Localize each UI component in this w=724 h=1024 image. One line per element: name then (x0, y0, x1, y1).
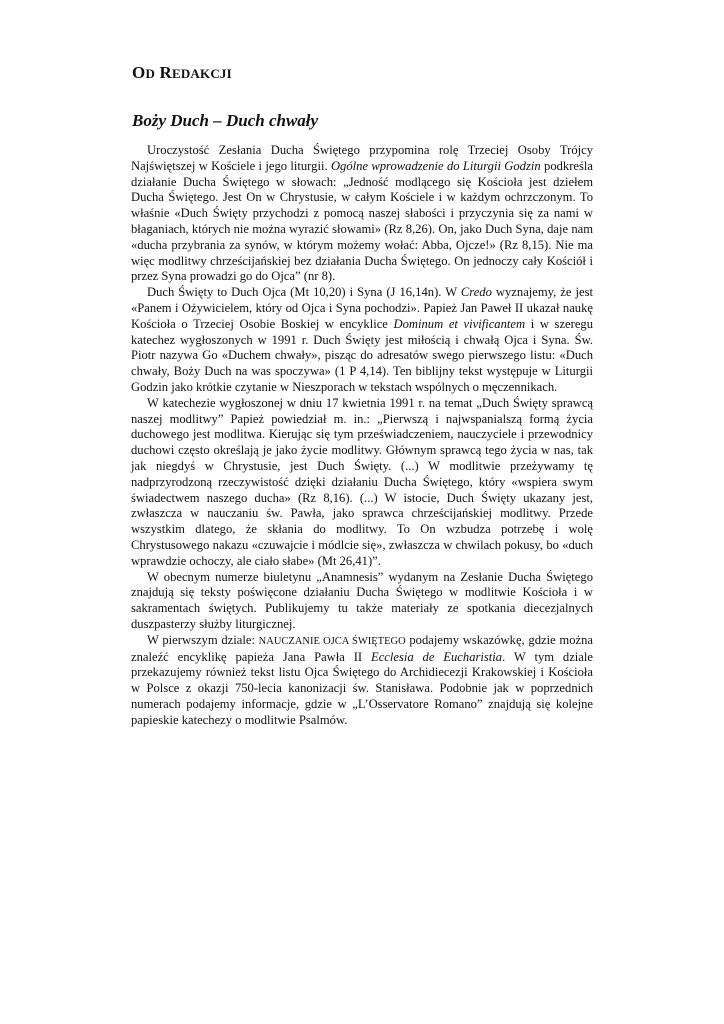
p5-text-c: . W tym dziale przekazujemy również tekst listu Ojca Świętego do Archidiecezji Krakowskiej i Kościoła w Polsce z okazji 750-lecia kanonizacji św. Stanisława. Podobnie jak w poprzednich numerach podajemy informacje, gdzie w „L’Osservatore Romano” znajdują się kolejne papieskie katechezy o modlitwie Psalmów. (131, 649, 593, 727)
p4-text-a: W obecnym numerze biuletynu „Anamnesis” wydanym na Zesłanie Ducha Świętego znajdują się teksty poświęcone działaniu Ducha Świętego w modlitwie Kościoła i w sakramentach świętych. Publikujemy tu także materiały ze spotkania diecezjalnych duszpasterzy służby liturgicznej. (131, 569, 593, 631)
article-title: Boży Duch – Duch chwały (132, 111, 319, 130)
p5-italic-encyclical: Ecclesia de Eucharistia (371, 649, 503, 664)
p1-text-a: Uroczystość Zesłania Ducha Świętego przypomina rolę Trzeciej Osoby Trójcy Najświętszej w Kościele i jego liturgii. (131, 143, 593, 173)
p5-text-a: W pierwszym dziale: (147, 632, 259, 647)
p5-text-b: podajemy wskazówkę, gdzie można znaleźć encyklikę papieża Jana Pawła II (131, 632, 593, 664)
paragraph-1 (131, 143, 593, 285)
paragraph-3 (131, 396, 593, 570)
header-initial-o: O (132, 63, 146, 82)
p3-text-a: W katechezie wygłoszonej w dniu 17 kwietnia 1991 r. na temat „Duch Święty sprawcą naszej modlitwy” Papież powiedział m. in.: „Pierwszą i najwspanialszą formą życia duchowego jest modlitwa. Kierując się tym przeświadczeniem, nauczyciele i przewodnicy duchowi często określają je jako życie modlitwy. Głównym sprawcą tego życia w nas, tak jak niegdyś w Chrystusie, jest Duch Święty. (...) W modlitwie przeżywamy tę nadprzyrodzoną rzeczywistość dzięki działaniu Ducha Świętego, który «wspiera swym świadectwem naszego ducha» (Rz 8,16). (...) W istocie, Duch Święty ukazany jest, zwłaszcza w nauczaniu św. Pawła, jako sprawca chrześcijańskiej modlitwy. Przede wszystkim dlatego, że skłania do modlitwy. To On wzbudza potrzebę i wolę Chrystusowego nakazu «czuwajcie i módlcie się», zwłaszcza w chwilach pokusy, bo «duch wprawdzie ochoczy, ale ciało słabe» (Mt 26,41)”. (131, 395, 593, 568)
paragraph-5 (131, 633, 593, 729)
p2-text-c: i w szeregu katechez wygłoszonych w 1991 r. Duch Święty jest miłością i chwałą Ojca i Syna. Św. Piotr nazywa Go «Duchem chwały», pisząc do adresatów swego pierwszego listu: «Duch chwały, Boży Duch na was spoczywa» (1 P 4,14). Ten biblijny tekst występuje w Liturgii Godzin jako krótkie czytanie w Nieszporach w tekstach wspólnych o męczennikach. (131, 316, 594, 394)
header-rest-edakcji: EDAKCJI (171, 66, 232, 81)
p5-section-name: NAUCZANIE OJCA ŚWIĘTEGO (258, 635, 406, 647)
p1-italic-title: Ogólne wprowadzenie do Liturgii Godzin (330, 158, 541, 173)
p2-italic-encyclical: Dominum et vivificantem (393, 316, 526, 331)
p2-italic-credo: Credo (460, 285, 492, 300)
p1-text-b: podkreśla działanie Ducha Świętego w słowach: „Jedność modlącego się Kościoła jest dziełem Ducha Świętego. Jest On w Chrystusie, w całym Kościele i w każdym ochrzczonym. To właśnie «Duch Święty przychodzi z pomocą naszej słabości i przyczynia się za nami w błaganiach, których nie można wyrazić słowami» (Rz 8,26). On, jako Duch Syna, daje nam «ducha przybrania za synów, w którym możemy wołać: Abba, Ojcze!» (Rz 8,15). Nie ma więc modlitwy chrześcijańskiej bez działania Ducha Świętego. On jednoczy cały Kościół i przez Syna prowadzi go do Ojca” (nr 8). (131, 158, 593, 284)
p2-text-a: Duch Święty to Duch Ojca (Mt 10,20) i Syna (J 16,14n). W (147, 285, 461, 300)
paragraph-2 (131, 285, 593, 396)
section-header (132, 62, 232, 85)
header-rest-d: D (145, 66, 156, 81)
p2-text-b: wyznajemy, że jest «Panem i Ożywicielem, który od Ojca i Syna pochodzi». Papież Jan Paweł II ukazał naukę Kościoła o Trzeciej Osobie Boskiej w encyklice (131, 285, 593, 331)
article-body (131, 143, 593, 728)
paragraph-4 (131, 570, 593, 633)
header-initial-r: R (159, 63, 172, 82)
